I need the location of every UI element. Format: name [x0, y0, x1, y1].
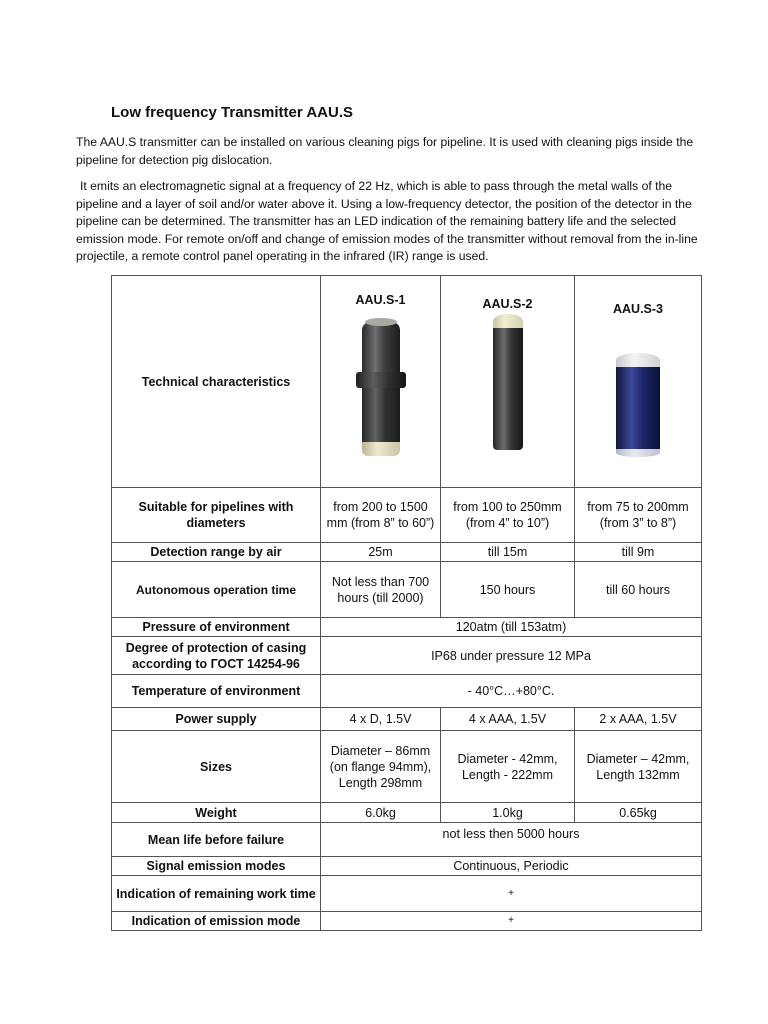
table-row [112, 731, 702, 803]
cell-temperature: - 40°C…+80°C. [321, 675, 702, 708]
intro-paragraph: The AAU.S transmitter can be installed on various cleaning pigs for pipeline. It is used with cleaning pigs inside the pipeline for detection pig dislocation. [76, 135, 694, 167]
model-name-aau-s2: AAU.S-2 [482, 297, 533, 311]
cell-weight-s2: 1.0kg [441, 803, 575, 823]
cell-diameters-s2: from 100 to 250mm (from 4” to 10”) [441, 488, 575, 543]
table-header-row [112, 276, 702, 488]
row-label-protection: Degree of protection of casing according to ГОСТ 14254-96 [112, 637, 321, 675]
row-label-sizes: Sizes [112, 731, 321, 803]
aau-s1-device-image [356, 318, 406, 458]
document-title: Low frequency Transmitter AAU.S [111, 104, 353, 121]
cell-power-s3: 2 x AAA, 1.5V [575, 708, 702, 731]
table-row [112, 803, 702, 823]
cell-detection-s2: till 15m [441, 543, 575, 562]
cell-power-s2: 4 x AAA, 1.5V [441, 708, 575, 731]
cell-autonomous-s1: Not less than 700 hours (till 2000) [321, 562, 441, 618]
table-row [112, 876, 702, 912]
row-label-weight: Weight [112, 803, 321, 823]
table-row [112, 488, 702, 543]
row-label-detection: Detection range by air [112, 543, 321, 562]
row-label-diameters: Suitable for pipelines with diameters [112, 488, 321, 543]
cell-power-s1: 4 x D, 1.5V [321, 708, 441, 731]
table-row [112, 823, 702, 857]
cell-sizes-s2: Diameter - 42mm, Length - 222mm [441, 731, 575, 803]
row-label-power: Power supply [112, 708, 321, 731]
cell-weight-s3: 0.65kg [575, 803, 702, 823]
cell-weight-s1: 6.0kg [321, 803, 441, 823]
table-row [112, 543, 702, 562]
cell-indication-work: + [321, 876, 702, 912]
cell-pressure: 120atm (till 153atm) [321, 618, 702, 637]
model-cell-aau-s3 [575, 276, 702, 488]
cell-protection: IP68 under pressure 12 MPa [321, 637, 702, 675]
table-row [112, 708, 702, 731]
table-row [112, 675, 702, 708]
cell-diameters-s1: from 200 to 1500 mm (from 8” to 60”) [321, 488, 441, 543]
table-row [112, 857, 702, 876]
cell-detection-s1: 25m [321, 543, 441, 562]
table-row [112, 562, 702, 618]
description-paragraph: It emits an electromagnetic signal at a frequency of 22 Hz, which is able to pass through the metal walls of the pipeline and a layer of soil and/or water above it. Using a low-frequency detector, the position of the detector in the pipeline can be determined. The transmitter has an LED indication of the remaining battery life and the selected emission mode. For remote on/off and change of emission modes of the transmitter without removal from the in-line projectile, a remote control panel operating in the infrared (IR) range is used. [76, 179, 698, 263]
cell-autonomous-s3: till 60 hours [575, 562, 702, 618]
cell-detection-s3: till 9m [575, 543, 702, 562]
cell-sizes-s1: Diameter – 86mm (on flange 94mm), Length 298mm [321, 731, 441, 803]
specifications-table [111, 275, 702, 931]
model-name-aau-s1: AAU.S-1 [355, 293, 406, 307]
row-label-indication-mode: Indication of emission mode [112, 912, 321, 931]
row-label-autonomous: Autonomous operation time [112, 562, 321, 618]
aau-s2-device-image [491, 314, 525, 454]
model-name-aau-s3: AAU.S-3 [612, 302, 663, 316]
cell-autonomous-s2: 150 hours [441, 562, 575, 618]
cell-diameters-s3: from 75 to 200mm (from 3” to 8”) [575, 488, 702, 543]
row-label-emission-modes: Signal emission modes [112, 857, 321, 876]
row-label-pressure: Pressure of environment [112, 618, 321, 637]
cell-mean-life: not less then 5000 hours [321, 823, 702, 857]
row-label-temperature: Temperature of environment [112, 675, 321, 708]
cell-emission-modes: Continuous, Periodic [321, 857, 702, 876]
technical-characteristics-header: Technical characteristics [112, 276, 321, 488]
row-label-indication-work: Indication of remaining work time [112, 876, 321, 912]
table-row [112, 637, 702, 675]
row-label-mean-life: Mean life before failure [112, 823, 321, 857]
cell-sizes-s3: Diameter – 42mm, Length 132mm [575, 731, 702, 803]
aau-s3-device-image [613, 353, 663, 459]
cell-indication-mode: + [321, 912, 702, 931]
model-cell-aau-s2 [441, 276, 575, 488]
table-row [112, 912, 702, 931]
model-cell-aau-s1 [321, 276, 441, 488]
table-row [112, 618, 702, 637]
